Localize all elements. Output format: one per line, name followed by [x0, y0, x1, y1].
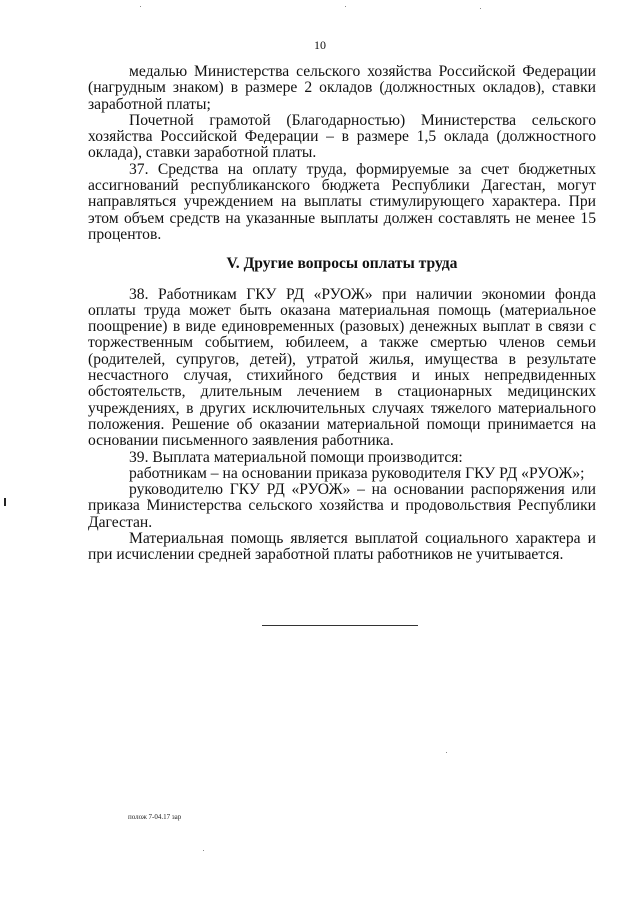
scan-speck [446, 752, 447, 753]
scan-speck [480, 8, 481, 9]
paragraph-social-nature: Материальная помощь является выплатой социального характера и при исчислении средней заработной платы работников не учитывается. [88, 530, 596, 564]
paragraph-clause-37: 37. Средства на оплату труда, формируемые за счет бюджетных ассигнований республиканского бюджета Республики Дагестан, могут направляться учреждением на выплаты стимулирующего характера. При этом объем средств на указанные выплаты должен составлять не менее 15 процентов. [88, 160, 596, 243]
scan-speck [345, 6, 346, 7]
paragraph-director-payment: руководителю ГКУ РД «РУОЖ» – на основании распоряжения или приказа Министерства сельского хозяйства и продовольствия Республики Дагестан. [88, 481, 596, 531]
paragraph-clause-38: 38. Работникам ГКУ РД «РУОЖ» при наличии экономии фонда оплаты труда может быть оказана материальная помощь (материальное поощрение) в виде единовременных (разовых) денежных выплат в связи с торжественным событием, юбилеем, а также смертью членов семьи (родителей, супругов, детей), утратой жилья, имущества в результате несчастного случая, стихийного бедствия и иных непредвиденных обстоятельств, длительным лечением в стационарных медицинских учреждениях, в других исключительных случаях тяжелого материального положения. Решение об оказании материальной помощи принимается на основании письменного заявления работника. [88, 285, 596, 450]
scan-edge-mark [4, 498, 6, 506]
scan-speck [203, 850, 204, 851]
paragraph-clause-39: 39. Выплата материальной помощи производится: [129, 448, 463, 466]
document-body [88, 64, 596, 564]
footer-file-code: полож 7-04.17 зар [128, 813, 182, 821]
section-heading: V. Другие вопросы оплаты труда [226, 255, 458, 273]
paragraph-medal-award: медалью Министерства сельского хозяйства Российской Федерации (нагрудным знаком) в размере 2 окладов (должностных окладов), ставки заработной платы; [88, 63, 596, 113]
scan-speck [140, 6, 141, 7]
paragraph-employees-payment: работникам – на основании приказа руководителя ГКУ РД «РУОЖ»; [129, 464, 585, 482]
end-divider-line [262, 625, 418, 626]
page-number: 10 [314, 38, 326, 52]
paragraph-honor-certificate: Почетной грамотой (Благодарностью) Министерства сельского хозяйства Российской Федерации – в размере 1,5 оклада (должностного оклада), ставки заработной платы. [88, 111, 596, 162]
